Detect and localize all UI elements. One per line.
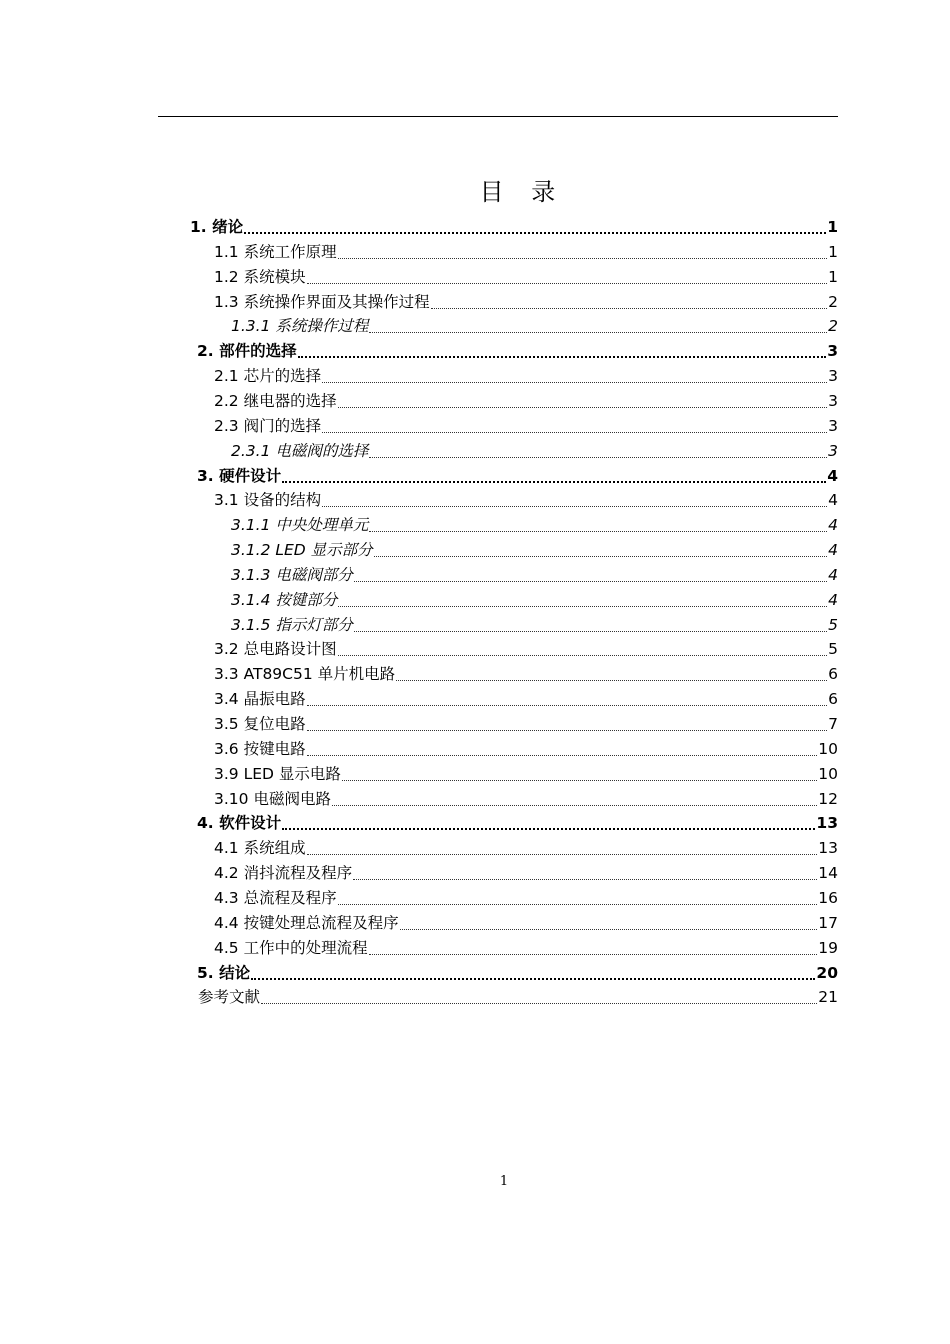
toc-entry-page: 7 — [828, 715, 838, 733]
toc-entry[interactable] — [214, 737, 838, 762]
page-number: 1 — [499, 1174, 509, 1189]
toc-entry-page: 1 — [828, 242, 838, 261]
toc-entry[interactable] — [214, 240, 838, 265]
toc-entry-page: 3 — [828, 441, 838, 460]
toc-entry-page: 6 — [828, 665, 838, 684]
toc-dot-leader — [282, 481, 826, 483]
toc-entry[interactable] — [190, 215, 838, 240]
toc-entry-page: 20 — [816, 963, 838, 982]
toc-entry-label: 3.1.5 指示灯部分 — [231, 615, 353, 634]
toc-dot-leader — [282, 828, 815, 830]
toc-entry[interactable] — [197, 339, 838, 364]
toc-dot-leader — [369, 332, 827, 333]
toc-entry-label: 1. 绪论 — [190, 218, 244, 236]
toc-entry-page: 10 — [818, 764, 838, 783]
toc-entry[interactable] — [231, 613, 838, 638]
toc-entry-label: 2.3 阀门的选择 — [214, 416, 322, 435]
toc-dot-leader — [307, 755, 818, 756]
toc-entry-label: 3.1.4 按键部分 — [231, 590, 338, 609]
toc-entry[interactable] — [197, 464, 838, 489]
toc-entry-label: 4.5 工作中的处理流程 — [214, 938, 368, 957]
toc-entry[interactable] — [214, 886, 838, 911]
toc-entry-page: 4 — [828, 491, 838, 510]
toc-entry-label: 2.1 芯片的选择 — [214, 367, 322, 386]
toc-dot-leader — [353, 879, 817, 880]
toc-entry-label: 3.9 LED 显示电路 — [214, 764, 341, 783]
toc-entry-label: 2.3.1 电磁阀的选择 — [231, 441, 369, 460]
toc-entry-label: 3.1.2 LED 显示部分 — [231, 541, 373, 560]
toc-dot-leader — [322, 432, 827, 433]
toc-entry-label: 1.2 系统模块 — [214, 267, 306, 286]
toc-title: 目 录 — [479, 178, 566, 206]
toc-dot-leader — [251, 978, 815, 980]
toc-entry[interactable] — [214, 364, 838, 389]
toc-entry-label: 3.1.3 电磁阀部分 — [231, 565, 353, 584]
toc-entry[interactable] — [231, 513, 838, 538]
toc-entry-page: 4 — [828, 565, 838, 584]
toc-dot-leader — [307, 730, 828, 731]
toc-entry[interactable] — [214, 488, 838, 513]
toc-entry-label: 1.1 系统工作原理 — [214, 242, 337, 261]
toc-entry-label: 4. 软件设计 — [197, 814, 282, 833]
toc-dot-leader — [338, 258, 828, 259]
toc-dot-leader — [338, 904, 818, 905]
toc-entry-label: 5. 结论 — [197, 963, 251, 982]
toc-dot-leader — [431, 308, 828, 309]
toc-entry-page: 4 — [828, 516, 838, 535]
toc-entry-label: 3. 硬件设计 — [197, 466, 282, 485]
toc-entry-label: 4.1 系统组成 — [214, 839, 306, 858]
toc-entry-label: 1.3.1 系统操作过程 — [231, 317, 369, 336]
toc-dot-leader — [307, 854, 818, 855]
toc-entry-page: 17 — [818, 913, 838, 932]
toc-entry-page: 3 — [828, 416, 838, 435]
toc-dot-leader — [338, 655, 828, 656]
toc-dot-leader — [298, 356, 827, 358]
toc-entry[interactable] — [197, 961, 838, 986]
toc-dot-leader — [342, 780, 817, 781]
toc-entry-page: 4 — [828, 541, 838, 560]
toc-entry-label: 参考文献 — [198, 988, 261, 1007]
toc-entry-label: 4.4 按键处理总流程及程序 — [214, 913, 399, 932]
toc-entry-page: 1 — [828, 267, 838, 286]
toc-entry[interactable] — [214, 787, 838, 812]
toc-entry[interactable] — [214, 836, 838, 861]
toc-entry-label: 2.2 继电器的选择 — [214, 391, 337, 410]
toc-entry-label: 2. 部件的选择 — [197, 342, 297, 361]
toc-dot-leader — [332, 805, 817, 806]
toc-entry-label: 3.4 晶振电路 — [214, 690, 306, 709]
toc-dot-leader — [369, 954, 818, 955]
toc-entry-label: 3.5 复位电路 — [214, 715, 306, 733]
toc-entry-label: 4.3 总流程及程序 — [214, 888, 337, 907]
toc-entry-page: 10 — [818, 739, 838, 758]
toc-entry[interactable] — [231, 538, 838, 563]
toc-entry-label: 3.1 设备的结构 — [214, 491, 322, 510]
toc-dot-leader — [261, 1003, 817, 1004]
toc-entry[interactable] — [231, 314, 838, 339]
toc-entry[interactable] — [214, 637, 838, 662]
toc-entry-page: 14 — [818, 864, 838, 883]
toc-entry[interactable] — [231, 439, 838, 464]
toc-entry-page: 19 — [818, 938, 838, 957]
toc-dot-leader — [307, 705, 828, 706]
toc-dot-leader — [338, 606, 827, 607]
toc-entry[interactable] — [214, 712, 838, 737]
toc-dot-leader — [338, 407, 828, 408]
toc-entry[interactable] — [214, 290, 838, 315]
toc-entry-page: 5 — [828, 640, 838, 659]
toc-entry-label: 3.2 总电路设计图 — [214, 640, 337, 659]
toc-entry-page: 4 — [828, 590, 838, 609]
toc-dot-leader — [244, 232, 826, 234]
toc-entry[interactable] — [214, 687, 838, 712]
toc-dot-leader — [400, 929, 818, 930]
toc-entry-label: 3.6 按键电路 — [214, 739, 306, 758]
toc-entry[interactable] — [197, 811, 838, 836]
toc-entry[interactable] — [214, 936, 838, 961]
toc-dot-leader — [369, 531, 827, 532]
toc-dot-leader — [369, 457, 827, 458]
toc-entry[interactable] — [198, 985, 838, 1010]
toc-entry-page: 1 — [827, 218, 838, 236]
toc-entry-page: 3 — [828, 367, 838, 386]
toc-entry-page: 21 — [818, 988, 838, 1007]
toc-entry-page: 2 — [828, 292, 838, 311]
toc-entry[interactable] — [214, 911, 838, 936]
toc-entry-page: 4 — [827, 466, 838, 485]
toc-entry-page: 12 — [818, 789, 838, 808]
header-rule — [158, 116, 838, 117]
toc-entry-page: 2 — [828, 317, 838, 336]
toc-entry[interactable] — [214, 414, 838, 439]
toc-dot-leader — [322, 506, 827, 507]
toc-entry[interactable] — [214, 265, 838, 290]
toc-entry-label: 3.10 电磁阀电路 — [214, 789, 331, 808]
toc-dot-leader — [307, 283, 828, 284]
toc-entry-page: 3 — [827, 342, 838, 361]
toc-entry-page: 5 — [828, 615, 838, 634]
toc-dot-leader — [396, 680, 827, 681]
toc-entry-label: 1.3 系统操作界面及其操作过程 — [214, 292, 430, 311]
toc-entry[interactable] — [231, 563, 838, 588]
toc-dot-leader — [354, 631, 827, 632]
toc-entry-label: 3.1.1 中央处理单元 — [231, 516, 369, 535]
toc-entry-page: 13 — [816, 814, 838, 833]
toc-entry-label: 4.2 消抖流程及程序 — [214, 864, 353, 883]
toc-entry-label: 3.3 AT89C51 单片机电路 — [214, 665, 396, 684]
toc-entry-page: 16 — [818, 888, 838, 907]
toc-entry[interactable] — [231, 588, 838, 613]
toc-dot-leader — [374, 556, 827, 557]
toc-entry[interactable] — [214, 662, 838, 687]
toc-dot-leader — [322, 382, 827, 383]
toc-entry[interactable] — [214, 389, 838, 414]
toc-dot-leader — [354, 581, 827, 582]
toc-entry[interactable] — [214, 861, 838, 886]
toc-entry[interactable] — [214, 762, 838, 787]
toc-entry-page: 13 — [818, 839, 838, 858]
toc-entry-page: 3 — [828, 391, 838, 410]
toc-entry-page: 6 — [828, 690, 838, 709]
